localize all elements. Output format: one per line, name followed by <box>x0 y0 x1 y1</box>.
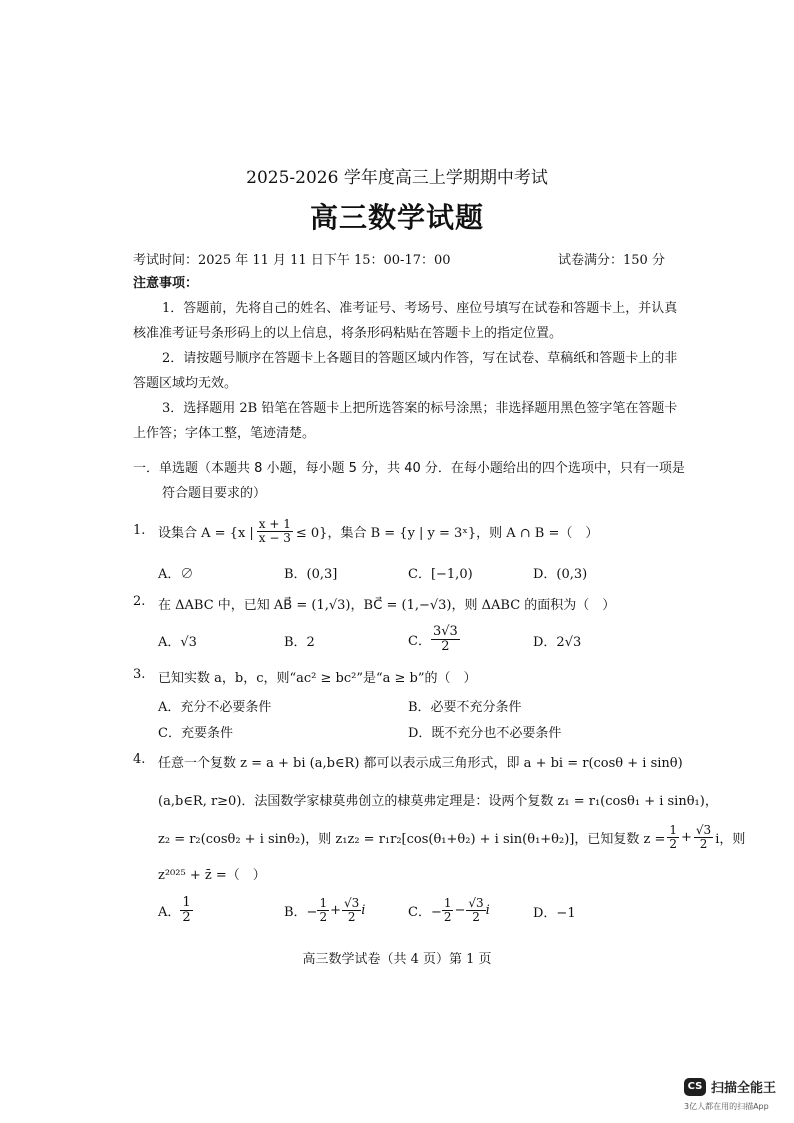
notice-line: 2．请按题号顺序在答题卡上各题目的答题区域内作答，写在试卷、草稿纸和答题卡上的非 <box>162 351 678 366</box>
q4-a-fraction <box>180 896 192 924</box>
q4-f1-den: 2 <box>669 836 677 851</box>
exam-time: 考试时间：2025 年 11 月 11 日下午 15：00-17：00 <box>133 253 451 268</box>
q4-b-frac1 <box>317 897 329 923</box>
q1-frac-den: x − 3 <box>258 530 291 545</box>
exam-subtitle: 2025-2026 学年度高三上学期期中考试 <box>246 168 548 188</box>
q3-option-d: D．既不充分也不必要条件 <box>408 726 562 741</box>
q4-line3-post: i，则 <box>715 831 746 847</box>
q4-c-num2: √3 <box>468 895 484 910</box>
question-2-stem: 在 ΔABC 中，已知 AB⃗ = (1,√3)，BC⃗ = (1,−√3)，则 ΔABC 的面积为（ ） <box>158 598 616 613</box>
cs-logo-icon: CS <box>684 1078 706 1096</box>
q3-option-b: B．必要不充分条件 <box>408 700 522 715</box>
q4-b-frac2 <box>342 897 361 923</box>
q4-c-frac1 <box>442 897 454 923</box>
q2-option-c-label: C． <box>408 633 431 649</box>
question-4-line1: 任意一个复数 z = a + bi (a,b∈R) 都可以表示成三角形式，即 a + bi = r(cosθ + i sinθ) <box>158 756 683 771</box>
q4-line3-frac2 <box>694 824 713 850</box>
q4-option-a <box>158 892 193 928</box>
q2-option-c-fraction <box>431 625 460 653</box>
question-4-line2: (a,b∈R, r≥0)．法国数学家棣莫弗创立的棣莫弗定理是：设两个复数 z₁ = r₁(cosθ₁ + i sinθ₁)， <box>158 794 718 809</box>
question-1-stem <box>158 513 598 549</box>
exam-score: 试卷满分：150 分 <box>558 253 665 268</box>
q1-frac-num: x + 1 <box>258 516 291 531</box>
page-title: 高三数学试题 <box>309 201 484 234</box>
q4-c-den1: 2 <box>443 909 452 924</box>
q2-option-c <box>408 619 460 659</box>
q4-c-den2: 2 <box>472 909 480 924</box>
q4-b-den1: 2 <box>319 909 328 924</box>
watermark-tagline: 3亿人都在用的扫描App <box>684 1102 769 1111</box>
q4-a-den: 2 <box>182 909 191 925</box>
section-heading-cont: 符合题目要求的） <box>162 486 267 501</box>
q4-c-frac2 <box>466 897 485 923</box>
q2-option-b: B．2 <box>284 635 315 650</box>
q4-f1-num: 1 <box>669 822 677 837</box>
question-3-stem: 已知实数 a，b，c，则“ac² ≥ bc²”是“a ≥ b”的（ ） <box>158 671 477 686</box>
q1-pre: 设集合 A = {x | <box>158 525 254 541</box>
q4-b-num1: 1 <box>319 895 328 910</box>
section-heading: 一．单选题（本题共 8 小题，每小题 5 分，共 40 分．在每小题给出的四个选项中，只有一项是 <box>133 461 685 476</box>
question-number: 2. <box>133 594 146 609</box>
q4-b-mid: + <box>330 902 341 918</box>
notice-line: 核准准考证号条形码上的以上信息，将条形码粘贴在答题卡上的指定位置。 <box>133 326 563 341</box>
page-footer: 高三数学试卷（共 4 页）第 1 页 <box>302 952 492 967</box>
scanner-watermark <box>684 1077 776 1096</box>
q4-option-c <box>408 892 490 928</box>
q2-option-a: A．√3 <box>158 635 197 650</box>
q3-option-c: C．充要条件 <box>158 726 233 741</box>
question-number: 4. <box>133 752 146 767</box>
q2-option-d: D．2√3 <box>533 635 582 650</box>
question-4-line4: z²⁰²⁵ + z̄ =（ ） <box>158 868 266 883</box>
q1-option-b: B．(0,3] <box>284 567 338 582</box>
q1-post: ≤ 0}，集合 B = {y | y = 3ˣ}，则 A ∩ B =（ ） <box>295 525 599 541</box>
question-4-line3 <box>158 818 745 856</box>
q4-c-label: C．− <box>408 904 442 920</box>
q4-b-label: B．− <box>284 904 318 920</box>
notice-heading: 注意事项： <box>133 276 199 291</box>
q4-c-mid: − <box>454 902 466 918</box>
q4-c-num1: 1 <box>443 895 452 910</box>
q2-c-num: 3√3 <box>432 623 458 639</box>
q2-c-den: 2 <box>441 638 450 654</box>
q4-b-tail: i <box>361 902 366 918</box>
notice-line: 答题区域均无效。 <box>133 376 238 391</box>
question-number: 3. <box>133 667 146 682</box>
q4-option-d: D．−1 <box>533 906 576 921</box>
q4-line3-pre: z₂ = r₂(cosθ₂ + i sinθ₂)，则 z₁z₂ = r₁r₂[cos(θ₁+θ₂) + i sin(θ₁+θ₂)]，已知复数 z = <box>158 831 666 847</box>
q4-line3-plus: + <box>681 829 692 845</box>
q4-a-label: A． <box>158 904 181 920</box>
q4-f2-den: 2 <box>699 836 708 851</box>
question-number: 1. <box>133 523 146 538</box>
q4-line3-frac1 <box>667 824 679 850</box>
q3-option-a: A．充分不必要条件 <box>158 700 272 715</box>
q1-option-d: D．(0,3) <box>533 567 588 582</box>
q4-c-tail: i <box>485 902 490 918</box>
notice-line: 1．答题前，先将自己的姓名、准考证号、考场号、座位号填写在试卷和答题卡上，并认真 <box>162 301 678 316</box>
q1-option-a: A．∅ <box>158 567 194 582</box>
q4-f2-num: √3 <box>695 822 712 837</box>
watermark-name: 扫描全能王 <box>711 1081 777 1096</box>
q1-fraction <box>257 518 293 544</box>
q4-a-num: 1 <box>182 894 191 910</box>
notice-line: 3．选择题用 2B 铅笔在答题卡上把所选答案的标号涂黑；非选择题用黑色签字笔在答题卡 <box>162 401 678 416</box>
q4-b-num2: √3 <box>344 895 360 910</box>
notice-line: 上作答；字体工整，笔迹清楚。 <box>133 426 316 441</box>
q4-b-den2: 2 <box>347 909 356 924</box>
q1-option-c: C．[−1,0) <box>408 567 473 582</box>
q4-option-b <box>284 892 365 928</box>
